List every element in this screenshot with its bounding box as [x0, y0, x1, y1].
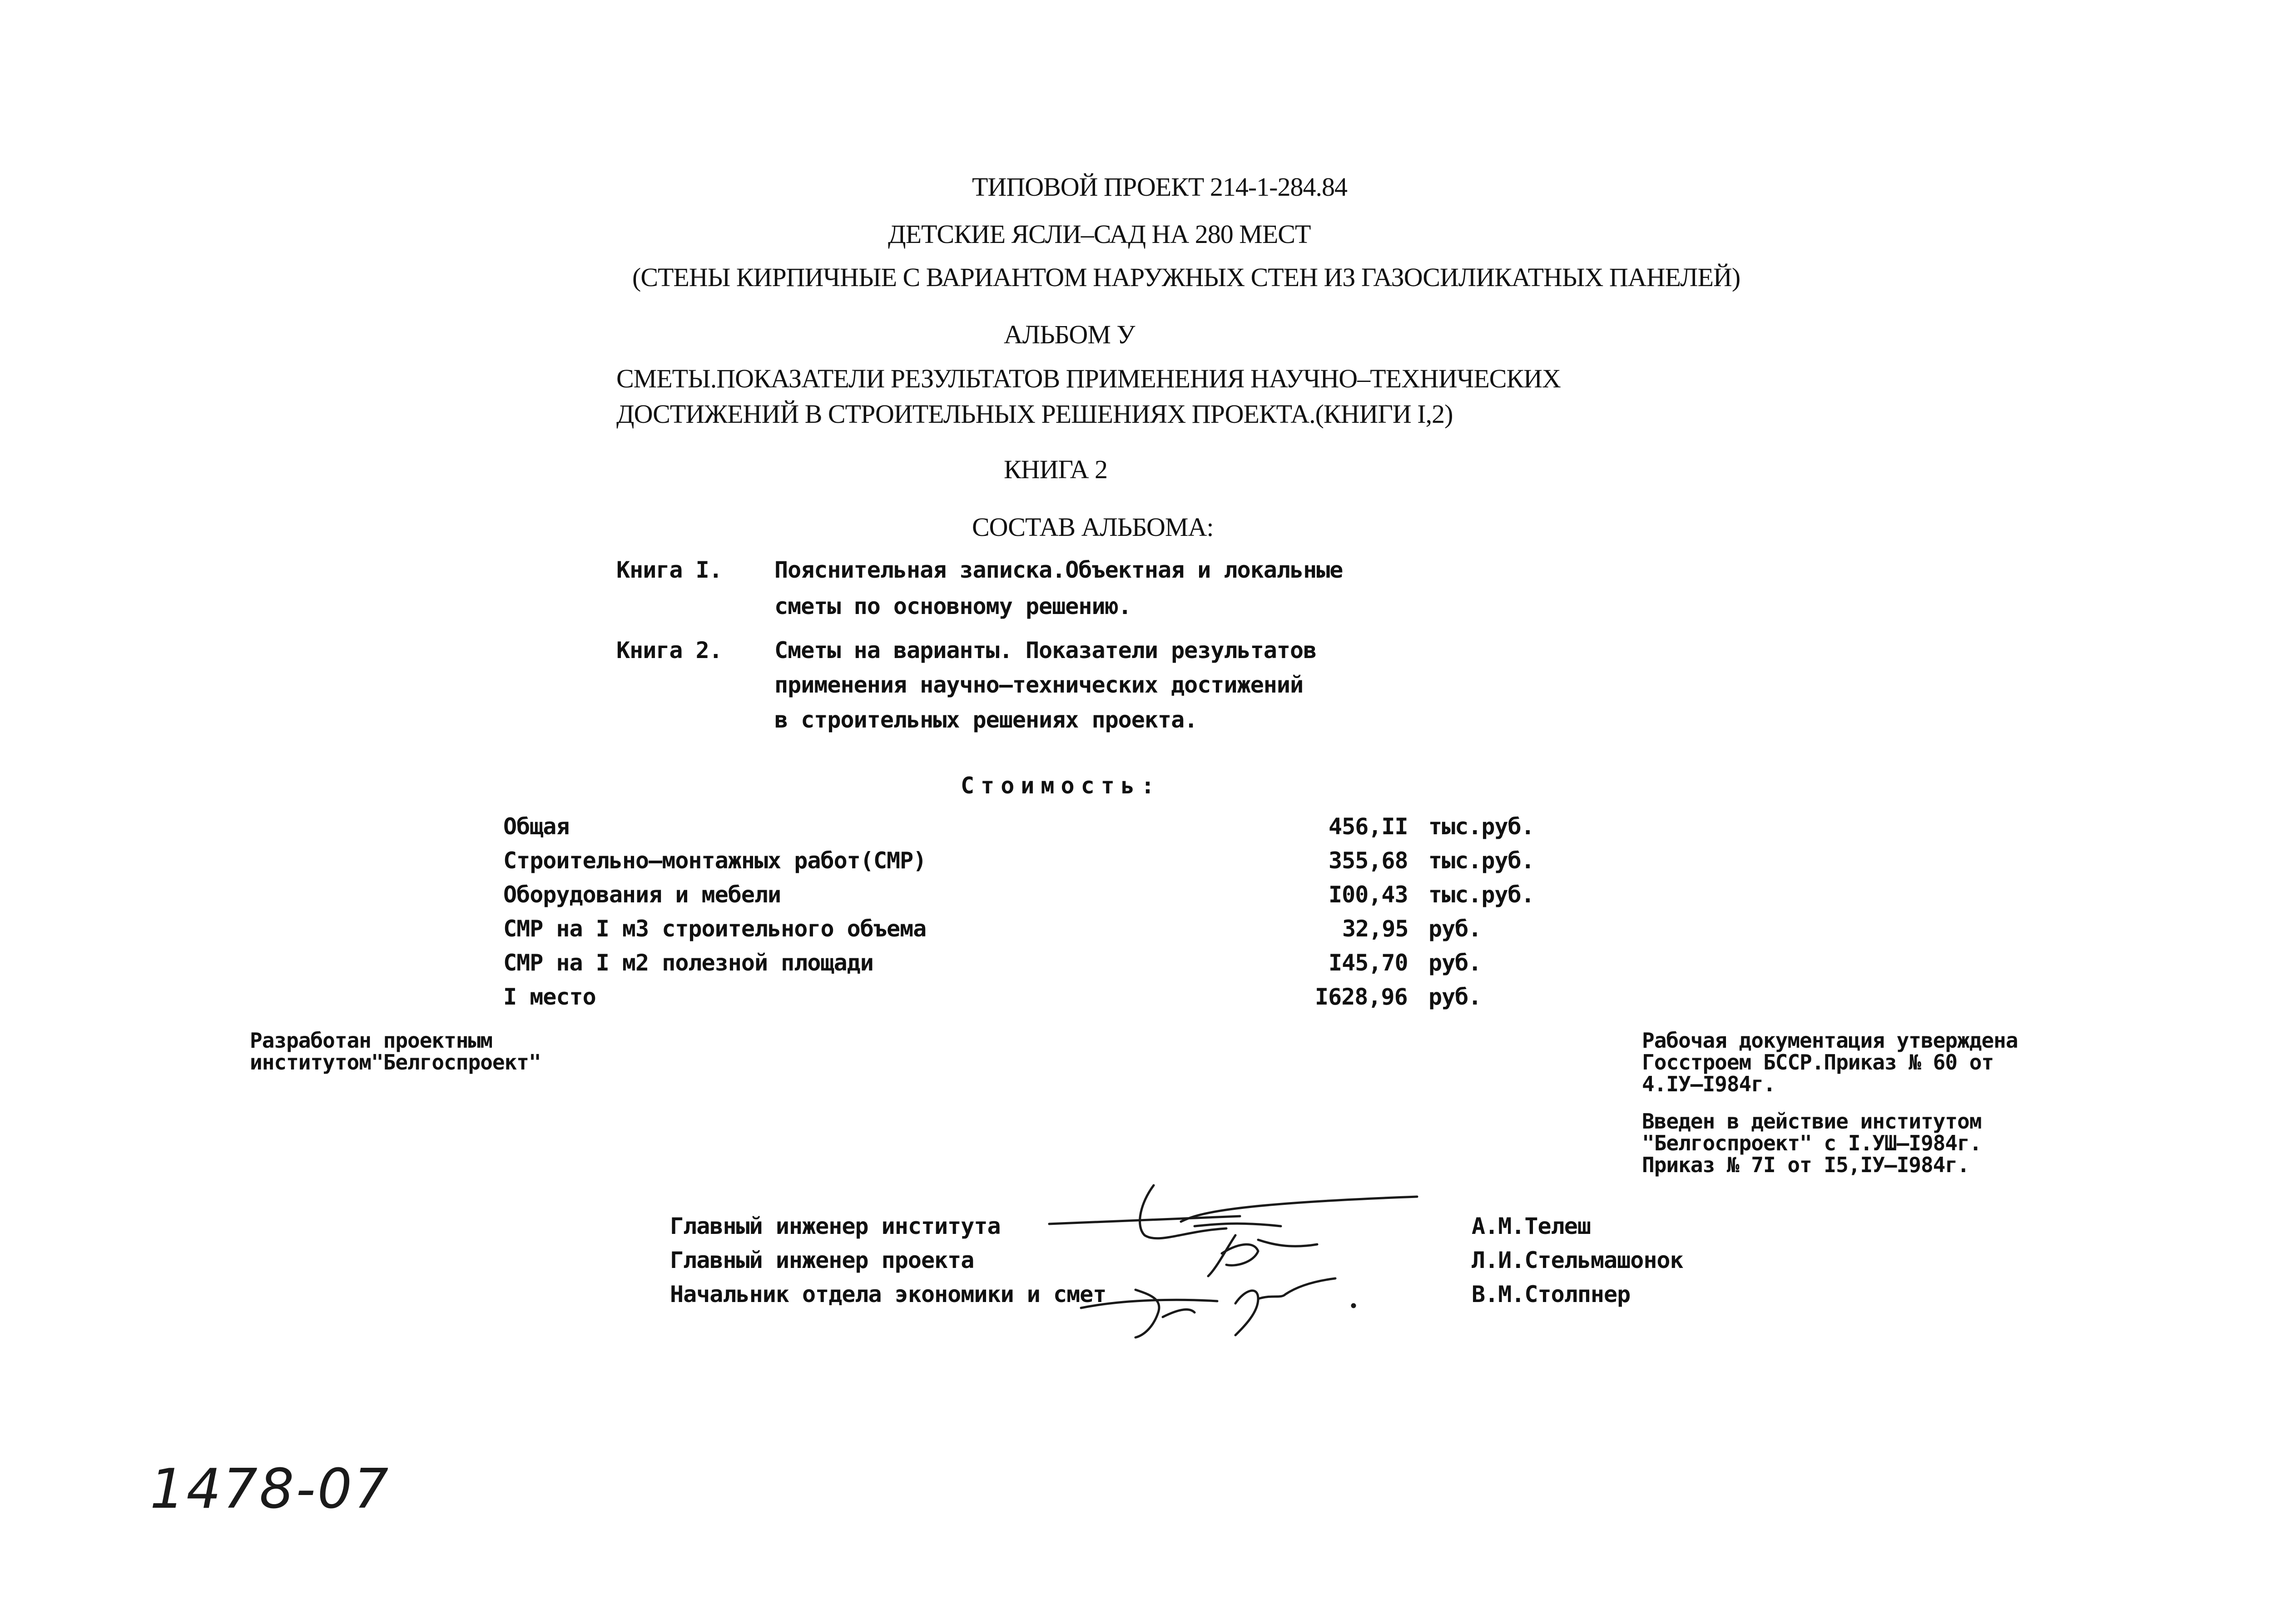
signature-role: Начальник отдела экономики и смет [670, 1281, 1106, 1307]
approval-line-4: Введен в действие институтом [1642, 1109, 1982, 1134]
cost-label: СМР на I м3 строительного объема [503, 916, 927, 942]
approval-line-6: Приказ № 7I от I5,IУ–I984г. [1642, 1153, 1969, 1177]
archive-number: 1478-07 [150, 1458, 391, 1521]
approval-line-5: "Белгоспроект" с I.УШ–I984г. [1642, 1131, 1982, 1155]
contents-title: СОСТАВ АЛЬБОМА: [972, 512, 1214, 542]
album-description-line-2: ДОСТИЖЕНИЙ В СТРОИТЕЛЬНЫХ РЕШЕНИЯХ ПРОЕКТА.(КНИГИ I,2) [616, 399, 1453, 429]
cost-value: 32,95 [1342, 916, 1408, 942]
album-description-line-1: СМЕТЫ.ПОКАЗАТЕЛИ РЕЗУЛЬТАТОВ ПРИМЕНЕНИЯ НАУЧНО–ТЕХНИЧЕСКИХ [616, 364, 1561, 393]
cost-unit: тыс.руб. [1428, 847, 1534, 874]
cost-unit: тыс.руб. [1428, 813, 1534, 840]
cost-value: 355,68 [1329, 847, 1408, 874]
contents-book-1-line-2: сметы по основному решению. [774, 593, 1131, 619]
project-code: ТИПОВОЙ ПРОЕКТ 214-1-284.84 [972, 172, 1347, 202]
cost-unit: тыс.руб. [1428, 881, 1534, 908]
contents-book-2-line-1: Сметы на варианты. Показатели результатов [774, 637, 1317, 663]
cost-label: Оборудования и мебели [503, 881, 781, 908]
approval-line-3: 4.IУ–I984г. [1642, 1072, 1775, 1096]
cost-label: I место [503, 984, 596, 1010]
book-number: КНИГА 2 [1004, 455, 1108, 484]
cost-unit: руб. [1428, 950, 1482, 976]
cost-value: 456,II [1329, 813, 1408, 840]
cost-unit: руб. [1428, 984, 1482, 1010]
album-number: АЛЬБОМ У [1004, 320, 1135, 349]
signature-name: А.М.Телеш [1472, 1213, 1591, 1239]
cost-title: Стоимость: [961, 772, 1161, 799]
contents-book-2-label: Книга 2. [616, 637, 722, 663]
cost-value: I628,96 [1315, 984, 1408, 1010]
cost-value: I00,43 [1329, 881, 1408, 908]
approval-line-1: Рабочая документация утверждена [1642, 1028, 2018, 1053]
developer-line-1: Разработан проектным [250, 1028, 492, 1053]
signature-role: Главный инженер института [670, 1213, 1001, 1239]
cost-label: Строительно–монтажных работ(СМР) [503, 847, 927, 874]
developer-line-2: институтом"Белгоспроект" [250, 1050, 541, 1074]
cost-value: I45,70 [1329, 950, 1408, 976]
contents-book-2-line-2: применения научно–технических достижений [774, 672, 1304, 698]
signature-role: Главный инженер проекта [670, 1247, 974, 1273]
signature-name: Л.И.Стельмашонок [1472, 1247, 1683, 1273]
handwritten-signatures-graphic [1045, 1176, 1453, 1349]
cost-unit: руб. [1428, 916, 1482, 942]
approval-line-2: Госстроем БССР.Приказ № 60 от [1642, 1050, 1994, 1074]
project-subtitle: (СТЕНЫ КИРПИЧНЫЕ С ВАРИАНТОМ НАРУЖНЫХ СТЕН ИЗ ГАЗОСИЛИКАТНЫХ ПАНЕЛЕЙ) [632, 262, 1740, 292]
contents-book-2-line-3: в строительных решениях проекта. [774, 707, 1198, 733]
contents-book-1-line-1: Пояснительная записка.Объектная и локальные [774, 557, 1343, 583]
cost-label: СМР на I м2 полезной площади [503, 950, 873, 976]
signature-name: В.М.Столпнер [1472, 1281, 1631, 1307]
project-title: ДЕТСКИЕ ЯСЛИ–САД НА 280 МЕСТ [888, 219, 1311, 249]
cost-label: Общая [503, 813, 570, 840]
contents-book-1-label: Книга I. [616, 557, 722, 583]
